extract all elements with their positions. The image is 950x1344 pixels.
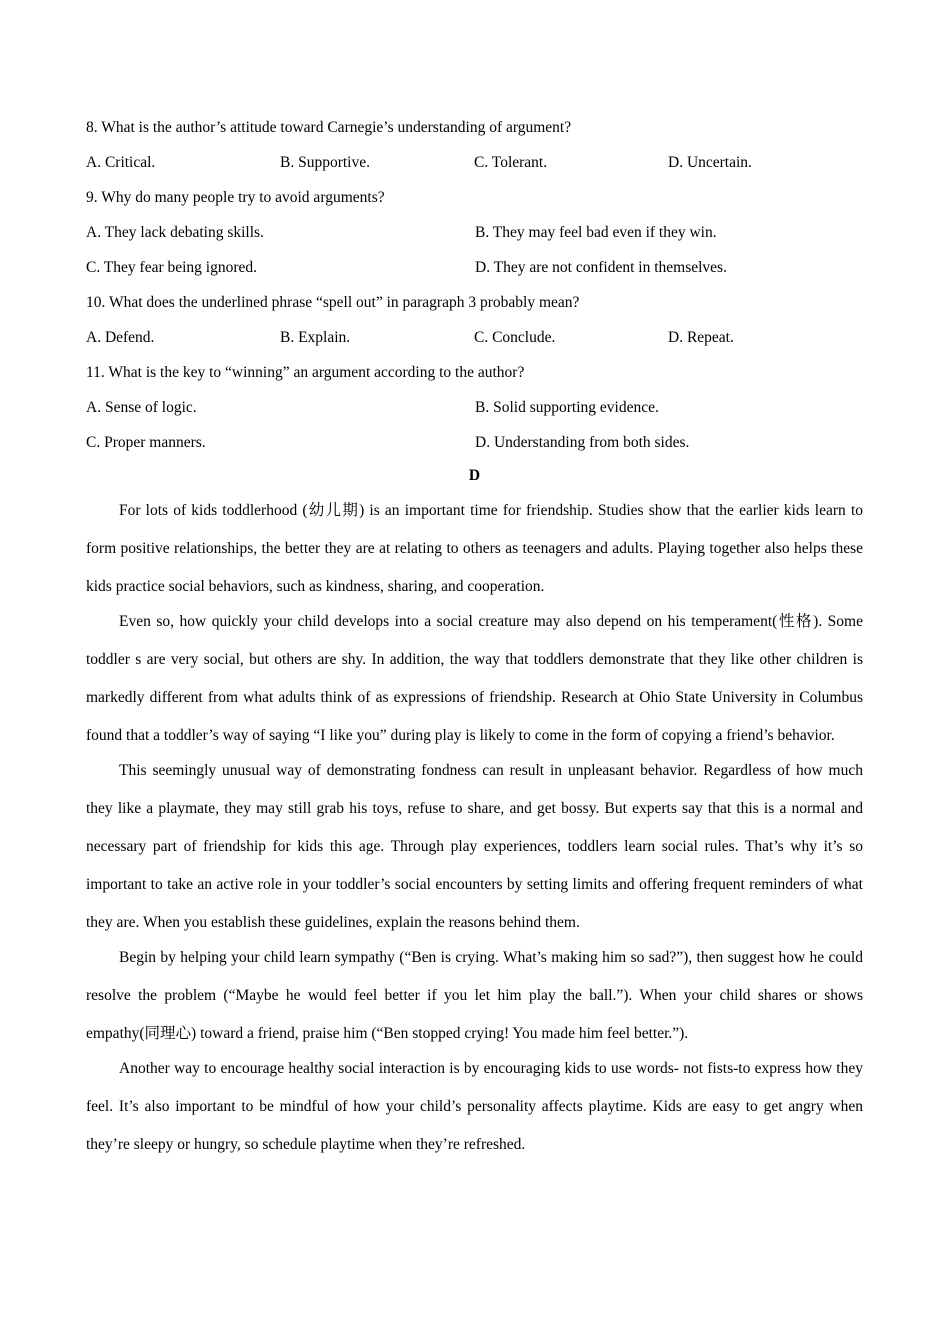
question-11-option-c: C. Proper manners. (86, 434, 206, 451)
question-10-options (86, 320, 863, 355)
passage-paragraph-2: Even so, how quickly your child develops into a social creature may also depend on his temperament(性格). Some toddler s are very social, but others are shy. In addition, the way that toddlers demonstrate that they like other children is markedly different from what adults think of as expressions of friendship. Research at Ohio State University in Columbus found that a toddler’s way of saying “I like you” during play is likely to come in the form of copying a friend’s behavior. (86, 613, 863, 744)
question-9-option-d: D. They are not confident in themselves. (475, 259, 727, 276)
question-9-stem: 9. Why do many people try to avoid arguments? (86, 189, 385, 206)
exam-page (86, 110, 863, 1164)
question-8-option-d: D. Uncertain. (668, 154, 752, 171)
question-8-stem: 8. What is the author’s attitude toward Carnegie’s understanding of argument? (86, 119, 572, 136)
passage-paragraph-5: Another way to encourage healthy social interaction is by encouraging kids to use words- not fists-to express how they feel. It’s also important to be mindful of how your child’s personality affects playtime. Kids are easy to get angry when they’re sleepy or hungry, so schedule playtime when they’re refreshed. (86, 1060, 863, 1153)
question-11-options-row-2 (86, 425, 863, 460)
question-9-options-row-1 (86, 215, 863, 250)
question-8-option-b: B. Supportive. (280, 154, 370, 171)
question-10-option-b: B. Explain. (280, 329, 351, 346)
question-11-option-a: A. Sense of logic. (86, 399, 197, 416)
question-10-stem: 10. What does the underlined phrase “spell out” in paragraph 3 probably mean? (86, 294, 580, 311)
question-11-option-d: D. Understanding from both sides. (475, 434, 690, 451)
question-10-option-a: A. Defend. (86, 329, 155, 346)
question-9-option-a: A. They lack debating skills. (86, 224, 264, 241)
passage-paragraph-3: This seemingly unusual way of demonstrating fondness can result in unpleasant behavior. Regardless of how much they like a playmate, they may still grab his toys, refuse to share, and get bossy. But experts say that this is a normal and necessary part of friendship for kids this age. Through play experiences, toddlers learn social rules. That’s why it’s so important to take an active role in your toddler’s social encounters by setting limits and offering frequent reminders of what they are. When you establish these guidelines, explain the reasons behind them. (86, 762, 863, 931)
question-11-option-b: B. Solid supporting evidence. (475, 399, 659, 416)
question-11-options-row-1 (86, 390, 863, 425)
question-10-option-d: D. Repeat. (668, 329, 734, 346)
question-8-options (86, 145, 863, 180)
question-9-option-b: B. They may feel bad even if they win. (475, 224, 717, 241)
question-11-stem: 11. What is the key to “winning” an argument according to the author? (86, 364, 525, 381)
passage-title: D (468, 467, 481, 484)
question-8-option-a: A. Critical. (86, 154, 156, 171)
question-9-options-row-2 (86, 250, 863, 285)
passage-paragraph-1: For lots of kids toddlerhood (幼儿期) is an important time for friendship. Studies show that the earlier kids learn to form positive relationships, the better they are at relating to others as teenagers and adults. Playing together also helps these kids practice social behaviors, such as kindness, sharing, and cooperation. (86, 502, 863, 595)
question-9-option-c: C. They fear being ignored. (86, 259, 258, 276)
question-10-option-c: C. Conclude. (474, 329, 556, 346)
question-8-option-c: C. Tolerant. (474, 154, 548, 171)
passage-paragraph-4: Begin by helping your child learn sympathy (“Ben is crying. What’s making him so sad?”), then suggest how he could resolve the problem (“Maybe he would feel better if you let him play the ball.”). When your child shares or shows empathy(同理心) toward a friend, praise him (“Ben stopped crying! You made him feel better.”). (86, 949, 863, 1042)
